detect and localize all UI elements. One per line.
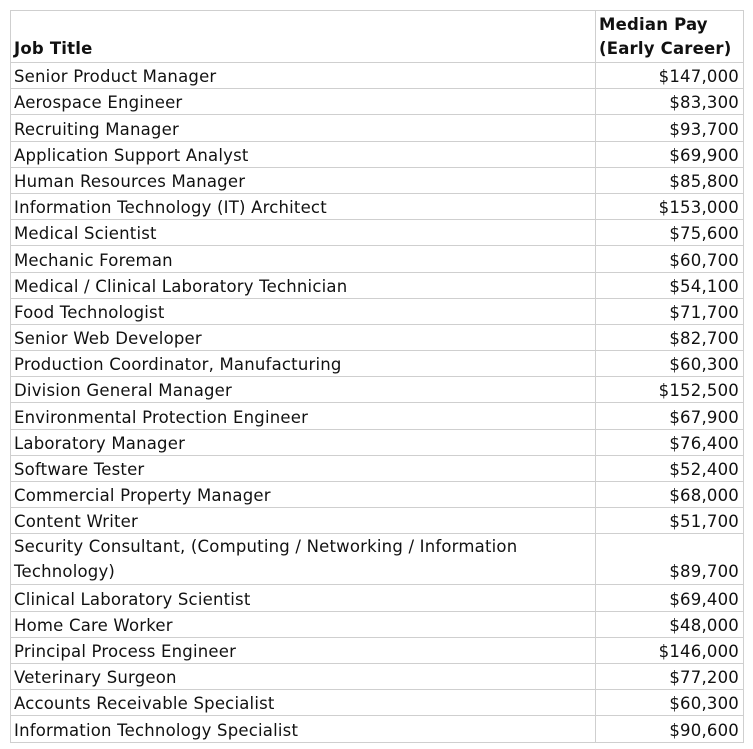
job-title-cell[interactable]: Medical Scientist [11, 220, 596, 246]
job-title-cell[interactable]: Clinical Laboratory Scientist [11, 585, 596, 611]
job-title-cell[interactable]: Accounts Receivable Specialist [11, 690, 596, 716]
median-pay-cell[interactable]: $89,700 [596, 534, 744, 585]
table-row [11, 482, 744, 508]
median-pay-cell[interactable]: $90,600 [596, 716, 744, 742]
table-row [11, 377, 744, 403]
median-pay-cell[interactable]: $76,400 [596, 429, 744, 455]
median-pay-cell[interactable]: $93,700 [596, 115, 744, 141]
table-row [11, 534, 744, 585]
job-title-cell[interactable]: Human Resources Manager [11, 167, 596, 193]
table-row [11, 585, 744, 611]
median-pay-cell[interactable]: $69,900 [596, 141, 744, 167]
job-title-cell[interactable]: Production Coordinator, Manufacturing [11, 351, 596, 377]
table-row [11, 508, 744, 534]
table-row [11, 89, 744, 115]
table-row [11, 351, 744, 377]
median-pay-cell[interactable]: $153,000 [596, 193, 744, 219]
median-pay-cell[interactable]: $152,500 [596, 377, 744, 403]
job-title-cell[interactable]: Information Technology Specialist [11, 716, 596, 742]
median-pay-cell[interactable]: $51,700 [596, 508, 744, 534]
table-row [11, 220, 744, 246]
median-pay-cell[interactable]: $147,000 [596, 63, 744, 89]
table-row [11, 272, 744, 298]
table-row [11, 115, 744, 141]
table-row [11, 324, 744, 350]
job-title-cell[interactable]: Mechanic Foreman [11, 246, 596, 272]
median-pay-cell[interactable]: $82,700 [596, 324, 744, 350]
job-title-cell[interactable]: Recruiting Manager [11, 115, 596, 141]
job-title-cell[interactable]: Environmental Protection Engineer [11, 403, 596, 429]
median-pay-cell[interactable]: $54,100 [596, 272, 744, 298]
table-row [11, 167, 744, 193]
job-title-cell[interactable]: Home Care Worker [11, 611, 596, 637]
job-title-cell[interactable]: Senior Web Developer [11, 324, 596, 350]
table-row [11, 716, 744, 742]
job-title-cell[interactable]: Principal Process Engineer [11, 637, 596, 663]
median-pay-cell[interactable]: $60,300 [596, 351, 744, 377]
job-title-cell[interactable]: Veterinary Surgeon [11, 663, 596, 689]
table-row [11, 429, 744, 455]
median-pay-cell[interactable]: $75,600 [596, 220, 744, 246]
job-title-cell[interactable]: Medical / Clinical Laboratory Technician [11, 272, 596, 298]
median-pay-cell[interactable]: $60,700 [596, 246, 744, 272]
median-pay-cell[interactable]: $83,300 [596, 89, 744, 115]
job-title-cell[interactable]: Commercial Property Manager [11, 482, 596, 508]
median-pay-cell[interactable]: $69,400 [596, 585, 744, 611]
median-pay-cell[interactable]: $77,200 [596, 663, 744, 689]
job-title-cell[interactable]: Security Consultant, (Computing / Networking / Information Technology) [11, 534, 596, 585]
median-pay-cell[interactable]: $71,700 [596, 298, 744, 324]
header-median-pay[interactable]: Median Pay (Early Career) [596, 11, 744, 63]
table-row [11, 298, 744, 324]
median-pay-cell[interactable]: $146,000 [596, 637, 744, 663]
job-title-cell[interactable]: Division General Manager [11, 377, 596, 403]
job-title-cell[interactable]: Information Technology (IT) Architect [11, 193, 596, 219]
table-row [11, 637, 744, 663]
table-row [11, 63, 744, 89]
table-row [11, 611, 744, 637]
table-row [11, 663, 744, 689]
median-pay-cell[interactable]: $68,000 [596, 482, 744, 508]
job-title-cell[interactable]: Software Tester [11, 455, 596, 481]
job-title-cell[interactable]: Aerospace Engineer [11, 89, 596, 115]
table-row [11, 246, 744, 272]
job-title-cell[interactable]: Food Technologist [11, 298, 596, 324]
header-job-title[interactable]: Job Title [11, 11, 596, 63]
table-row [11, 455, 744, 481]
table-row [11, 141, 744, 167]
median-pay-cell[interactable]: $67,900 [596, 403, 744, 429]
median-pay-cell[interactable]: $85,800 [596, 167, 744, 193]
median-pay-cell[interactable]: $60,300 [596, 690, 744, 716]
job-title-cell[interactable]: Content Writer [11, 508, 596, 534]
job-title-cell[interactable]: Application Support Analyst [11, 141, 596, 167]
salary-table [10, 10, 744, 743]
job-title-cell[interactable]: Senior Product Manager [11, 63, 596, 89]
median-pay-cell[interactable]: $52,400 [596, 455, 744, 481]
job-title-cell[interactable]: Laboratory Manager [11, 429, 596, 455]
table-row [11, 403, 744, 429]
table-row [11, 193, 744, 219]
table-row [11, 690, 744, 716]
header-row [11, 11, 744, 63]
median-pay-cell[interactable]: $48,000 [596, 611, 744, 637]
